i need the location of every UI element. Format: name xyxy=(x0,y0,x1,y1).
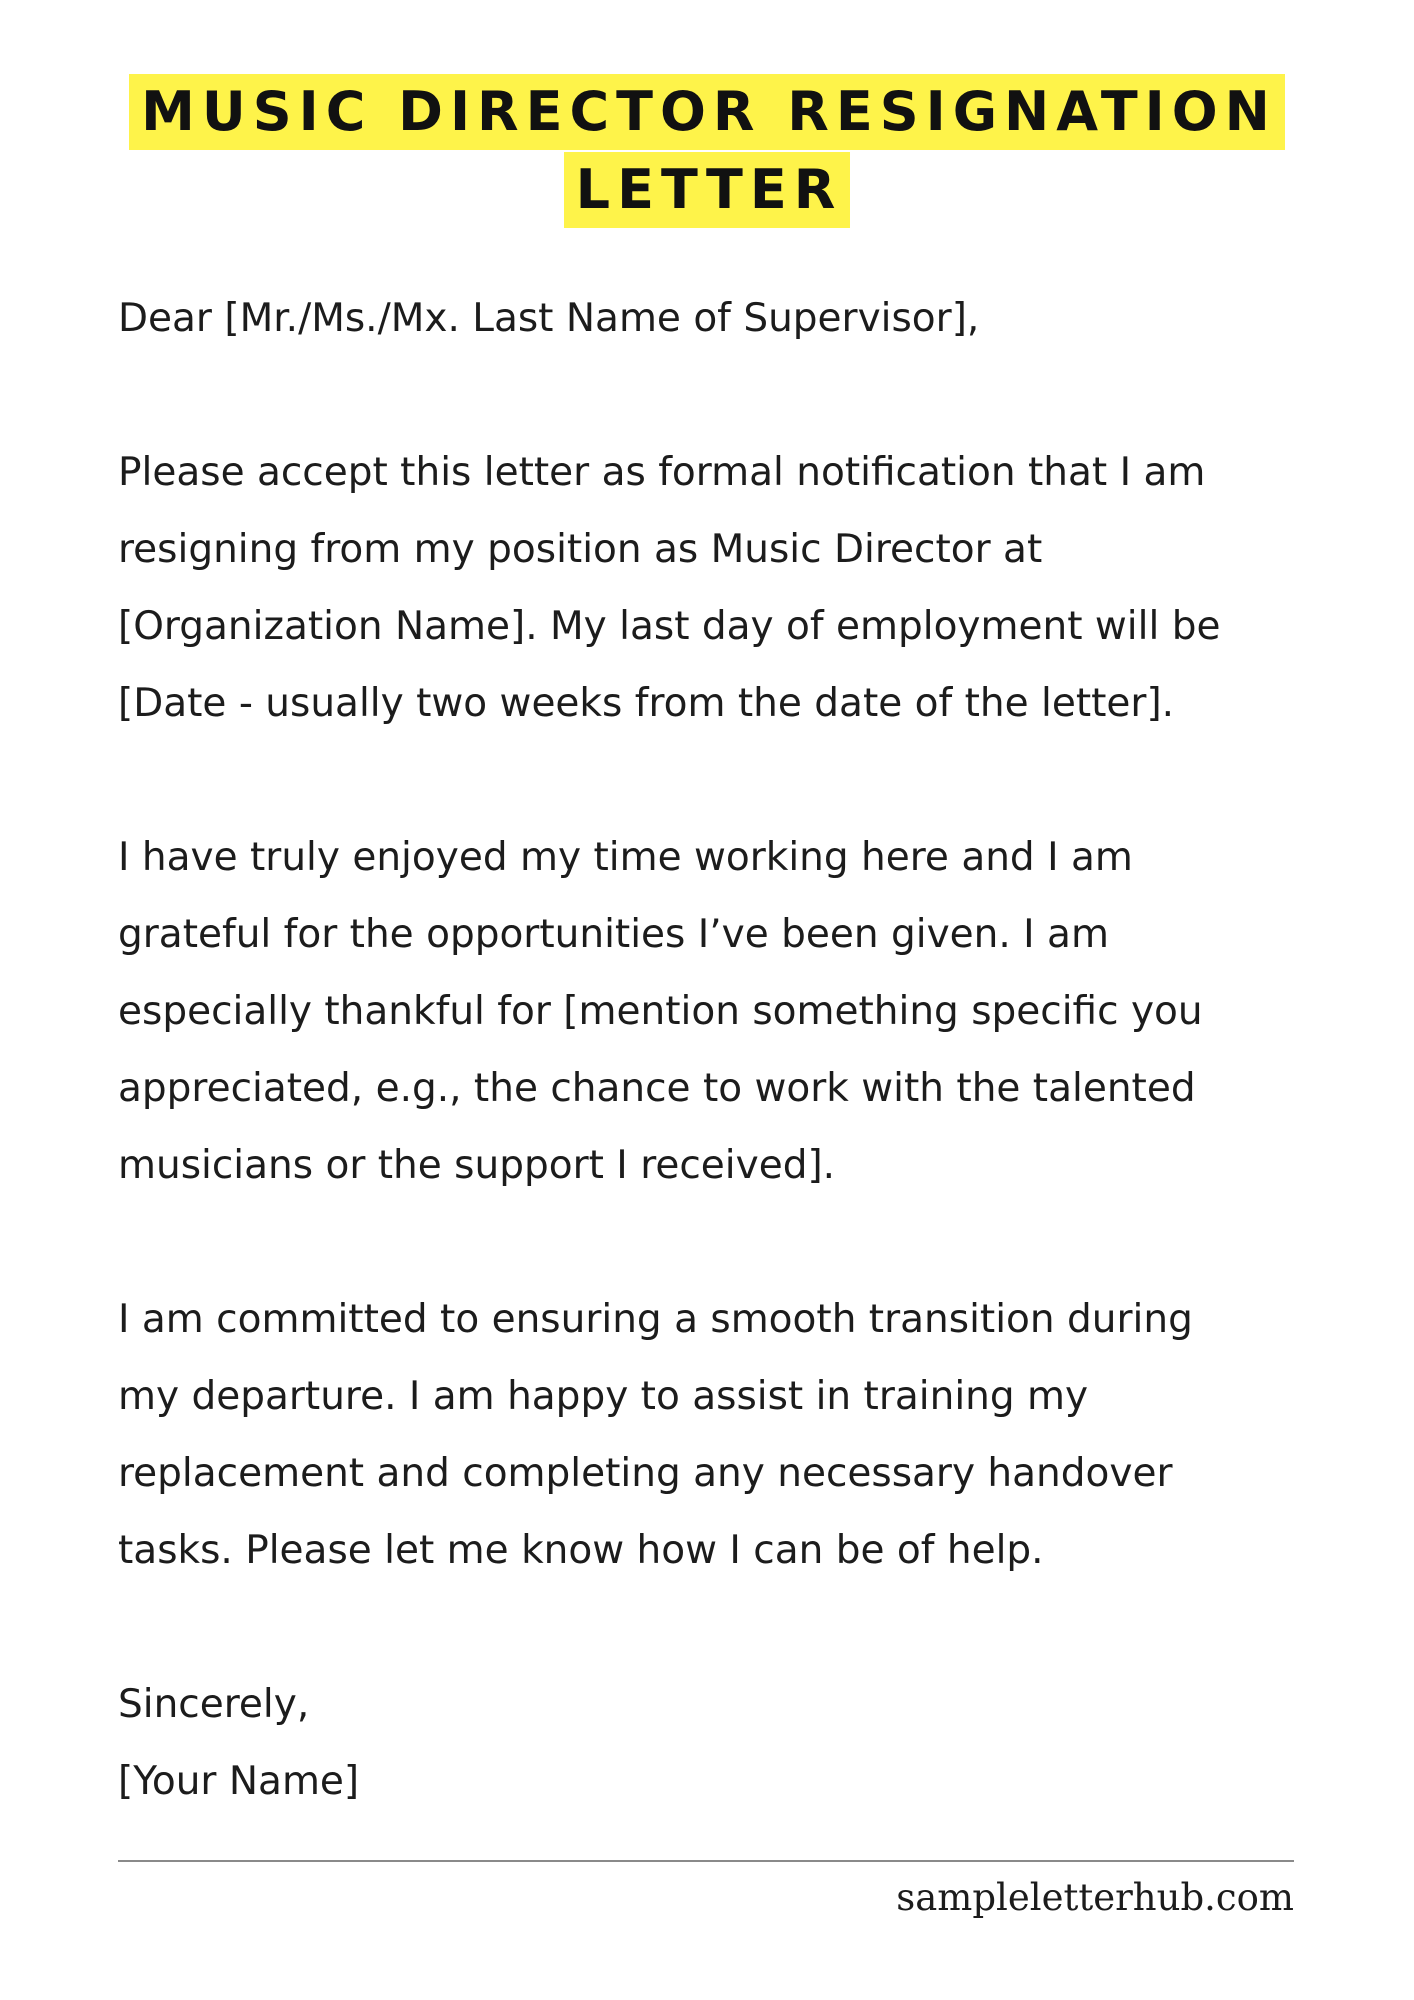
paragraph-1-line-4: [Date - usually two weeks from the date of the letter]. xyxy=(118,681,1175,726)
paragraph-3-line-3: replacement and completing any necessary handover xyxy=(118,1451,1173,1496)
footer-website: sampleletterhub.com xyxy=(896,1876,1294,1919)
footer-divider xyxy=(118,1860,1294,1862)
letter-title xyxy=(0,74,1414,228)
closing: Sincerely, xyxy=(118,1682,310,1727)
title-line-1: MUSIC DIRECTOR RESIGNATION xyxy=(129,74,1285,150)
signature: [Your Name] xyxy=(118,1759,360,1804)
paragraph-2-line-4: appreciated, e.g., the chance to work with the talented xyxy=(118,1066,1196,1111)
paragraph-1-line-3: [Organization Name]. My last day of employment will be xyxy=(118,604,1221,649)
title-line-2: LETTER xyxy=(564,152,851,228)
paragraph-3-line-4: tasks. Please let me know how I can be of help. xyxy=(118,1528,1044,1573)
paragraph-2-line-3: especially thankful for [mention something specific you xyxy=(118,989,1203,1034)
paragraph-3-line-2: my departure. I am happy to assist in training my xyxy=(118,1374,1089,1419)
paragraph-1-line-1: Please accept this letter as formal notification that I am xyxy=(118,450,1206,495)
salutation: Dear [Mr./Ms./Mx. Last Name of Supervisor], xyxy=(118,296,980,341)
paragraph-2-line-2: grateful for the opportunities I’ve been given. I am xyxy=(118,912,1109,957)
paragraph-3-line-1: I am committed to ensuring a smooth transition during xyxy=(118,1297,1193,1342)
paragraph-2-line-5: musicians or the support I received]. xyxy=(118,1143,836,1188)
paragraph-2-line-1: I have truly enjoyed my time working here and I am xyxy=(118,835,1133,880)
letter-body xyxy=(118,280,1338,1820)
paragraph-1-line-2: resigning from my position as Music Director at xyxy=(118,527,1043,572)
